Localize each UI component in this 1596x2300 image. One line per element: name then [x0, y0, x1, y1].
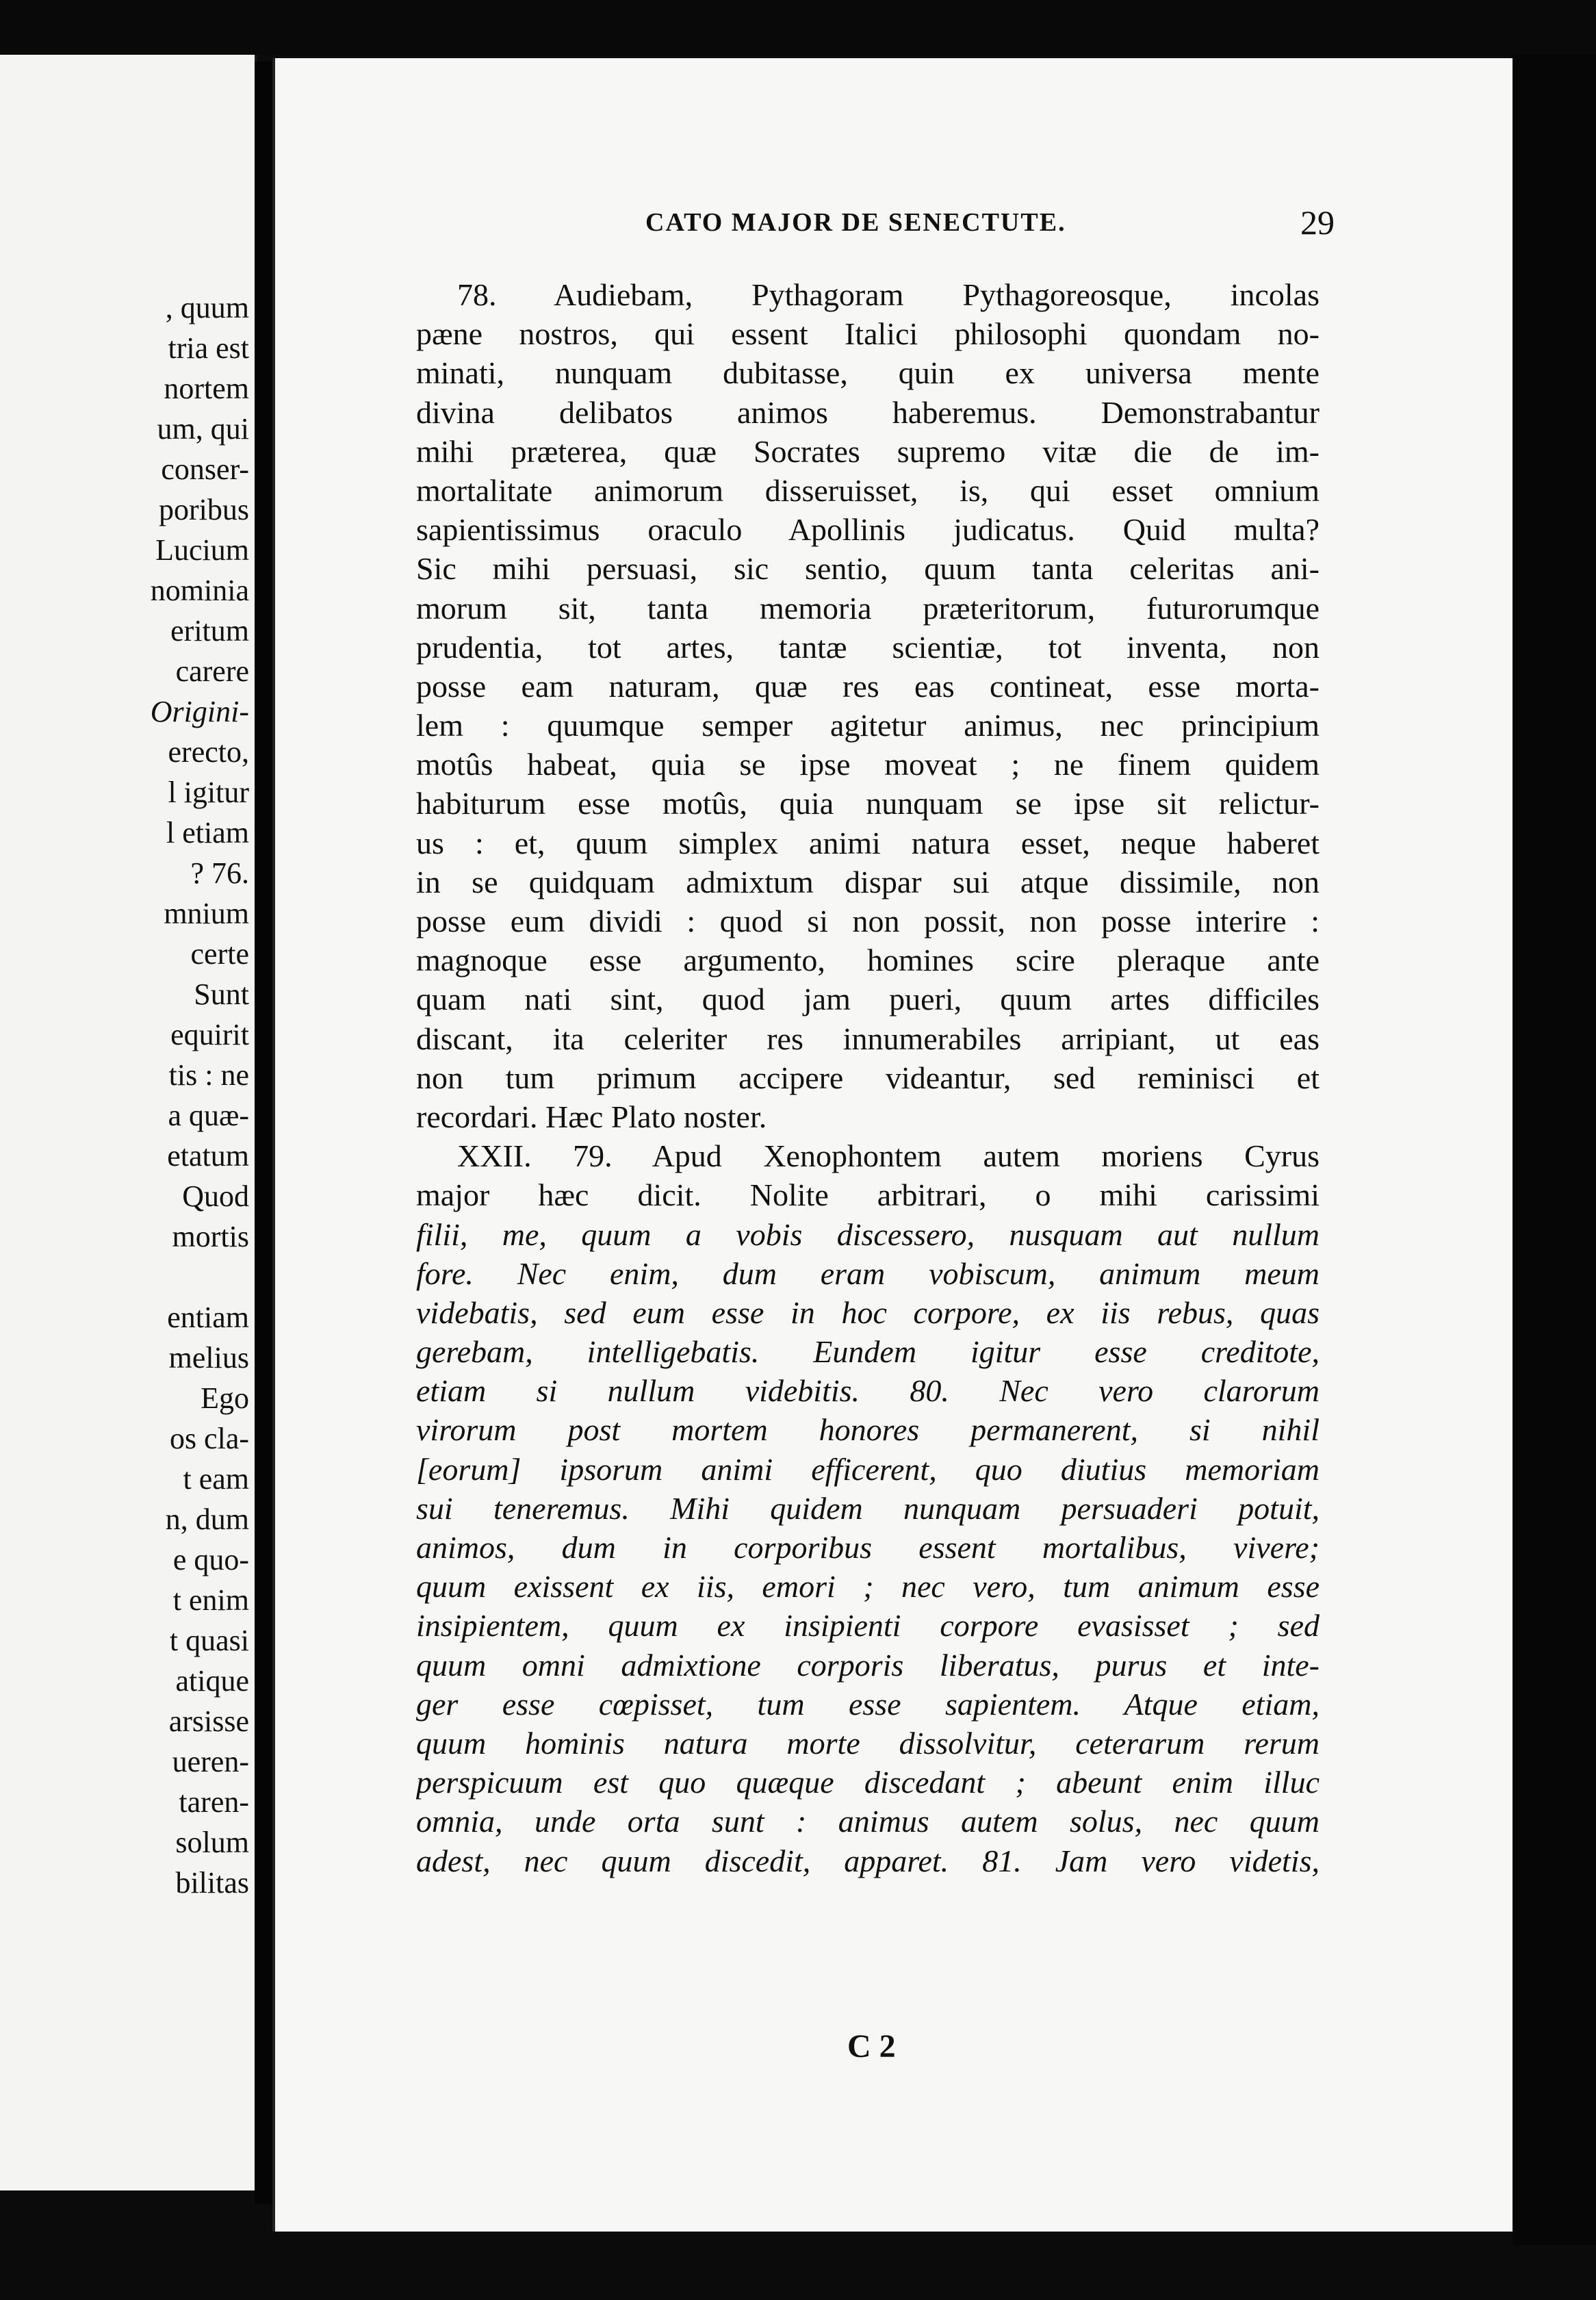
left-line: a quæ-: [168, 1099, 249, 1132]
left-line: nominia: [150, 574, 249, 607]
text-line: pæne nostros, qui essent Italici philosophi quondam no-: [416, 316, 1320, 352]
text-line: XXII. 79. Apud Xenophontem autem moriens Cyrus: [457, 1138, 1320, 1174]
left-line: mortis: [172, 1220, 249, 1253]
text-line: fore. Nec enim, dum eram vobiscum, animum meum: [416, 1255, 1320, 1291]
text-line: habiturum esse motûs, quia nunquam se ipse sit relictur-: [416, 786, 1320, 821]
left-line: um, qui: [157, 412, 249, 446]
text-line: major hæc dicit. Nolite arbitrari, o mihi carissimi: [416, 1177, 1320, 1213]
left-line: arsisse: [168, 1704, 249, 1738]
text-line: videbatis, sed eum esse in hoc corpore, ex iis rebus, quas: [416, 1294, 1320, 1330]
left-line: solum: [175, 1826, 249, 1859]
left-line: Sunt: [194, 978, 249, 1011]
text-line: virorum post mortem honores permanerent, si nihil: [416, 1412, 1320, 1448]
left-line: poribus: [159, 493, 249, 526]
left-line: mnium: [164, 897, 249, 930]
text-line: adest, nec quum discedit, apparet. 81. Jam vero videtis,: [416, 1843, 1320, 1878]
text-line: filii, me, quum a vobis discessero, nusquam aut nullum: [416, 1216, 1320, 1252]
text-line: perspicuum est quo quæque discedant ; abeunt enim illuc: [416, 1765, 1320, 1800]
text-line: quam nati sint, quod jam pueri, quum artes difficiles: [416, 982, 1320, 1017]
left-line: Lucium: [155, 533, 249, 567]
left-line: entiam: [167, 1301, 249, 1334]
left-line: carere: [175, 654, 249, 688]
text-line: sui teneremus. Mihi quidem nunquam persuaderi potuit,: [416, 1490, 1320, 1526]
left-line: n, dum: [165, 1503, 249, 1536]
text-line: etiam si nullum videbitis. 80. Nec vero clarorum: [416, 1373, 1320, 1409]
left-line: ? 76.: [190, 856, 249, 890]
text-line: divina delibatos animos haberemus. Demonstrabantur: [416, 394, 1320, 430]
left-line: erecto,: [168, 735, 249, 769]
text-line: posse eam naturam, quæ res eas contineat, esse morta-: [416, 668, 1320, 704]
left-line: tis : ne: [168, 1058, 249, 1092]
left-line: t quasi: [169, 1624, 249, 1657]
left-line: melius: [168, 1341, 249, 1375]
text-line: motûs habeat, quia se ipse moveat ; ne finem quidem: [416, 747, 1320, 782]
signature-mark: C 2: [847, 2028, 896, 2065]
text-line: omnia, unde orta sunt : animus autem solus, nec quum: [416, 1804, 1320, 1839]
text-line: in se quidquam admixtum dispar sui atque dissimile, non: [416, 864, 1320, 899]
left-line: l igitur: [168, 776, 249, 809]
text-line: prudentia, tot artes, tantæ scientiæ, tot inventa, non: [416, 629, 1320, 665]
left-line: Origini-: [150, 695, 249, 728]
body-text: [416, 275, 1320, 1880]
left-line: conser-: [161, 452, 249, 486]
text-line: Sic mihi persuasi, sic sentio, quum tanta celeritas ani-: [416, 551, 1320, 587]
text-line: us : et, quum simplex animi natura esset, neque haberet: [416, 825, 1320, 860]
left-line: os cla-: [169, 1422, 249, 1455]
running-head: CATO MAJOR DE SENECTUTE.: [645, 208, 1066, 237]
text-line: non tum primum accipere videantur, sed reminisci et: [416, 1060, 1320, 1095]
left-line: atique: [175, 1664, 249, 1698]
text-line: [eorum] ipsorum animi efficerent, quo diutius memoriam: [416, 1451, 1320, 1487]
text-line: posse eum dividi : quod si non possit, non posse interire :: [416, 904, 1320, 938]
text-line: animos, dum in corporibus essent mortalibus, vivere;: [416, 1530, 1320, 1565]
text-line: 78. Audiebam, Pythagoram Pythagoreosque, incolas: [457, 277, 1320, 312]
text-line: insipientem, quum ex insipienti corpore evasisset ; sed: [416, 1608, 1320, 1644]
text-line: mihi præterea, quæ Socrates supremo vitæ die de im-: [416, 433, 1320, 469]
left-line: equirit: [170, 1018, 249, 1051]
left-line: etatum: [167, 1139, 249, 1173]
left-line: l etiam: [166, 816, 249, 849]
right-page: [272, 58, 1513, 2232]
text-line: minati, nunquam dubitasse, quin ex universa mente: [416, 355, 1320, 391]
left-line: eritum: [170, 614, 249, 648]
left-line: ueren-: [172, 1745, 249, 1778]
left-line: Quod: [182, 1179, 249, 1213]
text-line: quum omni admixtione corporis liberatus, purus et inte-: [416, 1647, 1320, 1683]
text-line: quum exissent ex iis, emori ; nec vero, tum animum esse: [416, 1569, 1320, 1605]
text-line: morum sit, tanta memoria præteritorum, futurorumque: [416, 590, 1320, 626]
left-line: tria est: [168, 331, 249, 365]
text-line: discant, ita celeriter res innumerabiles arripiant, ut eas: [416, 1021, 1320, 1056]
left-line: t eam: [183, 1462, 249, 1496]
left-line: [0, 1257, 249, 1297]
text-line: magnoque esse argumento, homines scire pleraque ante: [416, 943, 1320, 978]
left-line: nortem: [164, 372, 249, 405]
text-line: mortalitate animorum disseruisset, is, qui esset omnium: [416, 472, 1320, 508]
left-line: , quum: [165, 291, 249, 324]
page-number: 29: [1300, 203, 1335, 242]
text-line: gerebam, intelligebatis. Eundem igitur esse creditote,: [416, 1334, 1320, 1370]
scan-right-border: [1513, 55, 1596, 2245]
text-line: recordari. Hæc Plato noster.: [416, 1099, 767, 1134]
text-line: quum hominis natura morte dissolvitur, ceterarum rerum: [416, 1725, 1320, 1761]
left-line: certe: [190, 937, 249, 971]
text-line: sapientissimus oraculo Apollinis judicatus. Quid multa?: [416, 512, 1320, 548]
text-line: ger esse cœpisset, tum esse sapientem. Atque etiam,: [416, 1686, 1320, 1722]
scan-top-border: [0, 0, 1596, 55]
left-line: Ego: [201, 1381, 249, 1415]
left-page-text: [0, 288, 249, 1903]
left-line: e quo-: [172, 1543, 249, 1576]
left-line: t enim: [172, 1583, 249, 1617]
left-line: bilitas: [175, 1866, 249, 1900]
left-page-fragment: [0, 55, 257, 2190]
text-line: lem : quumque semper agitetur animus, nec principium: [416, 708, 1320, 743]
left-line: taren-: [179, 1785, 249, 1819]
